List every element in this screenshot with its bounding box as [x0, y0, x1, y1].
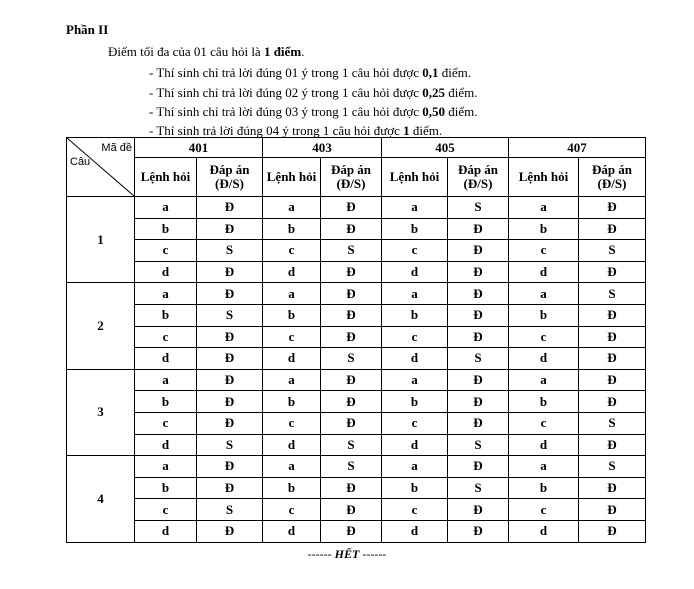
end-dashes-left: ------ — [307, 547, 335, 561]
answer-cell: S — [579, 283, 646, 305]
rule-text: - Thí sinh trả lời đúng 04 ý trong 1 câu hỏi được — [149, 123, 404, 138]
answer-cell: Đ — [579, 197, 646, 219]
item-letter: c — [135, 412, 197, 434]
end-dashes-right: ------ — [359, 547, 387, 561]
item-letter: c — [382, 326, 448, 348]
answer-cell: Đ — [321, 477, 382, 499]
answer-cell: Đ — [197, 412, 263, 434]
answer-cell: Đ — [321, 520, 382, 542]
answer-cell: S — [321, 434, 382, 456]
table-row — [67, 197, 646, 219]
rule-score: 1 — [403, 123, 410, 138]
item-letter: a — [509, 456, 579, 478]
answer-cell: Đ — [321, 369, 382, 391]
answer-cell: Đ — [197, 197, 263, 219]
answer-cell: Đ — [448, 261, 509, 283]
rule-end: điểm. — [445, 85, 478, 100]
answer-cell: Đ — [321, 261, 382, 283]
corner-label-code: Mã đề — [101, 142, 132, 154]
item-letter: c — [509, 326, 579, 348]
item-letter: c — [509, 240, 579, 262]
answer-cell: Đ — [448, 304, 509, 326]
rule-end: điểm. — [409, 123, 443, 138]
rule-score: 0,50 — [422, 104, 446, 119]
table-row — [67, 326, 646, 348]
question-number: 2 — [67, 283, 135, 369]
answer-cell: S — [448, 434, 509, 456]
scoring-rule-1 — [149, 65, 471, 81]
item-letter: b — [263, 391, 321, 413]
rule-text: - Thí sinh chỉ trả lời đúng 02 ý trong 1 câu hỏi được — [149, 85, 423, 100]
end-text: HẾT — [334, 547, 360, 561]
item-letter: a — [263, 369, 321, 391]
answer-cell: Đ — [448, 240, 509, 262]
rule-end: điểm. — [445, 104, 478, 119]
item-letter: b — [509, 304, 579, 326]
item-letter: d — [263, 261, 321, 283]
answer-cell: S — [448, 477, 509, 499]
answer-key-table — [66, 137, 646, 543]
answer-table-body — [67, 197, 646, 543]
item-letter: d — [509, 261, 579, 283]
item-letter: a — [509, 369, 579, 391]
answer-cell: S — [579, 240, 646, 262]
answer-cell: Đ — [197, 326, 263, 348]
item-letter: a — [509, 283, 579, 305]
answer-cell: Đ — [448, 391, 509, 413]
answer-cell: Đ — [579, 304, 646, 326]
item-letter: b — [382, 304, 448, 326]
item-letter: a — [382, 369, 448, 391]
answer-cell: Đ — [197, 369, 263, 391]
intro-text: Điểm tối đa của 01 câu hỏi là — [108, 44, 264, 59]
table-row — [67, 240, 646, 262]
code-header-401: 401 — [135, 138, 263, 158]
item-letter: a — [135, 197, 197, 219]
code-header-407: 407 — [509, 138, 646, 158]
item-letter: b — [263, 477, 321, 499]
item-letter: b — [135, 218, 197, 240]
answer-cell: Đ — [448, 218, 509, 240]
item-letter: c — [263, 240, 321, 262]
item-letter: a — [382, 197, 448, 219]
answer-cell: Đ — [197, 391, 263, 413]
corner-label-question: Câu — [70, 156, 91, 168]
answer-cell: S — [579, 412, 646, 434]
answer-cell: Đ — [579, 369, 646, 391]
sub-header-answer: Đáp án (Đ/S) — [448, 158, 509, 197]
answer-cell: Đ — [197, 218, 263, 240]
answer-cell: Đ — [197, 477, 263, 499]
item-letter: a — [263, 197, 321, 219]
item-letter: c — [263, 412, 321, 434]
answer-cell: Đ — [197, 348, 263, 370]
item-letter: b — [135, 304, 197, 326]
answer-cell: Đ — [197, 283, 263, 305]
intro-end: . — [301, 44, 305, 59]
rule-text: - Thí sinh chỉ trả lời đúng 03 ý trong 1 câu hỏi được — [149, 104, 423, 119]
answer-cell: Đ — [321, 304, 382, 326]
answer-cell: S — [448, 348, 509, 370]
item-letter: d — [135, 261, 197, 283]
item-letter: d — [263, 434, 321, 456]
item-letter: d — [135, 434, 197, 456]
sub-header-answer: Đáp án (Đ/S) — [197, 158, 263, 197]
intro-max-score: 1 điểm — [263, 44, 302, 59]
item-letter: b — [509, 391, 579, 413]
rule-score: 0,25 — [422, 85, 446, 100]
answer-cell: Đ — [321, 391, 382, 413]
answer-cell: S — [197, 240, 263, 262]
item-letter: a — [263, 456, 321, 478]
table-row — [67, 499, 646, 521]
answer-cell: S — [321, 240, 382, 262]
item-letter: b — [382, 391, 448, 413]
table-row — [67, 391, 646, 413]
table-row — [67, 412, 646, 434]
item-letter: d — [382, 520, 448, 542]
answer-cell: Đ — [448, 499, 509, 521]
table-row — [67, 369, 646, 391]
answer-cell: Đ — [197, 261, 263, 283]
sub-header-command: Lệnh hỏi — [382, 158, 448, 197]
item-letter: c — [509, 499, 579, 521]
code-header-403: 403 — [263, 138, 382, 158]
answer-cell: Đ — [448, 412, 509, 434]
sub-header-answer: Đáp án (Đ/S) — [321, 158, 382, 197]
answer-cell: Đ — [579, 434, 646, 456]
answer-cell: Đ — [197, 520, 263, 542]
scoring-rule-3 — [149, 104, 478, 120]
item-letter: a — [382, 283, 448, 305]
table-row — [67, 477, 646, 499]
item-letter: d — [509, 434, 579, 456]
answer-cell: Đ — [579, 348, 646, 370]
intro-line — [108, 44, 304, 60]
answer-cell: S — [197, 304, 263, 326]
item-letter: c — [135, 240, 197, 262]
item-letter: c — [263, 499, 321, 521]
item-letter: c — [135, 499, 197, 521]
answer-cell: Đ — [321, 218, 382, 240]
sub-header-command: Lệnh hỏi — [263, 158, 321, 197]
item-letter: d — [509, 348, 579, 370]
item-letter: d — [135, 348, 197, 370]
answer-cell: Đ — [579, 261, 646, 283]
item-letter: c — [382, 412, 448, 434]
table-row — [67, 434, 646, 456]
item-letter: b — [263, 218, 321, 240]
answer-cell: Đ — [579, 326, 646, 348]
section-heading: Phần II — [66, 22, 109, 37]
sub-header-command: Lệnh hỏi — [509, 158, 579, 197]
sub-header-command: Lệnh hỏi — [135, 158, 197, 197]
item-letter: c — [382, 499, 448, 521]
item-letter: c — [263, 326, 321, 348]
answer-cell: S — [197, 434, 263, 456]
item-letter: a — [509, 197, 579, 219]
answer-cell: Đ — [321, 499, 382, 521]
answer-cell: Đ — [579, 391, 646, 413]
rule-end: điểm. — [438, 65, 472, 80]
answer-cell: S — [321, 456, 382, 478]
item-letter: b — [135, 391, 197, 413]
answer-cell: Đ — [579, 520, 646, 542]
item-letter: d — [263, 520, 321, 542]
item-letter: d — [382, 348, 448, 370]
item-letter: d — [382, 261, 448, 283]
answer-cell: Đ — [321, 412, 382, 434]
answer-cell: Đ — [321, 197, 382, 219]
item-letter: a — [135, 456, 197, 478]
code-header-405: 405 — [382, 138, 509, 158]
item-letter: b — [263, 304, 321, 326]
item-letter: b — [382, 218, 448, 240]
question-number: 1 — [67, 197, 135, 283]
item-letter: c — [509, 412, 579, 434]
item-letter: b — [135, 477, 197, 499]
answer-cell: S — [197, 499, 263, 521]
item-letter: a — [135, 283, 197, 305]
answer-cell: Đ — [448, 456, 509, 478]
rule-text: - Thí sinh chỉ trả lời đúng 01 ý trong 1 câu hỏi được — [149, 65, 423, 80]
answer-cell: Đ — [197, 456, 263, 478]
answer-cell: Đ — [448, 520, 509, 542]
table-row — [67, 456, 646, 478]
item-letter: b — [509, 477, 579, 499]
end-marker — [0, 547, 694, 562]
answer-cell: S — [579, 456, 646, 478]
table-row — [67, 348, 646, 370]
item-letter: a — [135, 369, 197, 391]
answer-cell: Đ — [321, 283, 382, 305]
item-letter: b — [509, 218, 579, 240]
answer-cell: Đ — [448, 369, 509, 391]
table-row — [67, 261, 646, 283]
answer-cell: Đ — [579, 218, 646, 240]
answer-cell: Đ — [579, 477, 646, 499]
answer-cell: S — [448, 197, 509, 219]
item-letter: a — [263, 283, 321, 305]
item-letter: d — [135, 520, 197, 542]
question-number: 3 — [67, 369, 135, 455]
table-row — [67, 218, 646, 240]
item-letter: c — [135, 326, 197, 348]
item-letter: a — [382, 456, 448, 478]
item-letter: d — [509, 520, 579, 542]
question-number: 4 — [67, 456, 135, 542]
item-letter: d — [382, 434, 448, 456]
item-letter: d — [263, 348, 321, 370]
answer-cell: Đ — [448, 326, 509, 348]
answer-cell: S — [321, 348, 382, 370]
answer-cell: Đ — [321, 326, 382, 348]
answer-cell: Đ — [448, 283, 509, 305]
table-row — [67, 283, 646, 305]
table-row — [67, 520, 646, 542]
rule-score: 0,1 — [422, 65, 439, 80]
item-letter: b — [382, 477, 448, 499]
answer-cell: Đ — [579, 499, 646, 521]
scoring-rule-2 — [149, 85, 478, 101]
sub-header-answer: Đáp án (Đ/S) — [579, 158, 646, 197]
table-row — [67, 304, 646, 326]
corner-header — [67, 138, 135, 197]
item-letter: c — [382, 240, 448, 262]
